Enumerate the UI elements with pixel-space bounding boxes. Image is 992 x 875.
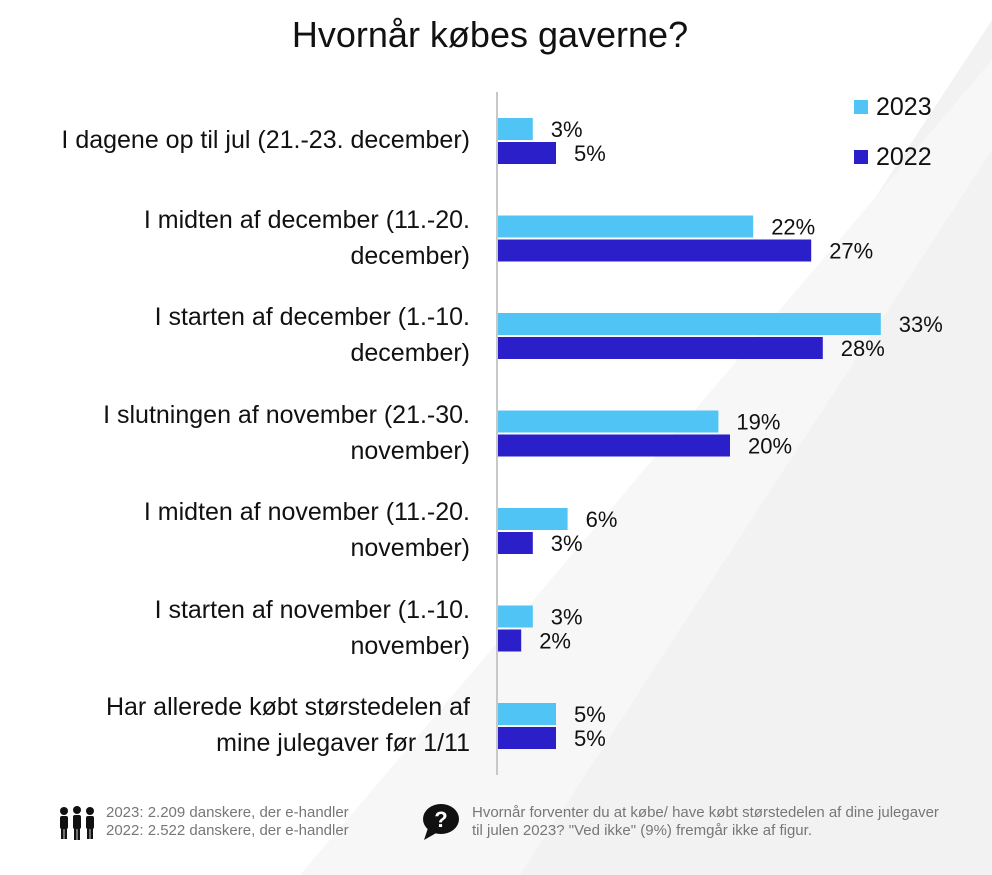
data-label-2023-1: 3% bbox=[550, 117, 583, 142]
legend-swatch-2022 bbox=[854, 150, 868, 164]
data-label-2022-3: 28% bbox=[840, 336, 885, 361]
bar-2023-4 bbox=[498, 411, 718, 433]
people-icon bbox=[58, 806, 96, 840]
data-label-2023-4: 19% bbox=[736, 409, 781, 435]
category-label-line: december) bbox=[350, 241, 470, 270]
bar-2022-4 bbox=[498, 435, 730, 457]
svg-text:?: ? bbox=[434, 807, 448, 832]
category-label-line: november) bbox=[350, 534, 470, 562]
bar-2022-2 bbox=[498, 240, 811, 262]
data-label-2022-6: 2% bbox=[539, 628, 571, 654]
category-label-line: I midten af november (11.-20. bbox=[143, 498, 470, 526]
chart-title: Hvornår købes gaverne? bbox=[291, 14, 689, 55]
legend-item-2023 bbox=[854, 92, 932, 122]
data-label-2023-7: 5% bbox=[574, 702, 606, 727]
legend-label-2023: 2023 bbox=[876, 92, 932, 121]
bar-2023-1 bbox=[498, 118, 533, 140]
bar-2022-3 bbox=[498, 337, 823, 359]
bar-2023-2 bbox=[498, 216, 753, 238]
category-label-line: I starten af december (1.-10. bbox=[154, 303, 470, 331]
bar-2023-7 bbox=[498, 703, 556, 725]
category-label-line: Har allerede købt størstedelen af bbox=[105, 693, 470, 721]
category-label-line: I slutningen af november (21.-30. bbox=[103, 400, 470, 429]
bar-2022-6 bbox=[498, 630, 521, 652]
data-label-2022-2: 27% bbox=[829, 238, 874, 264]
data-label-2022-1: 5% bbox=[574, 141, 606, 166]
category-label-line: I midten af december (11.-20. bbox=[143, 205, 470, 234]
category-label-line: I starten af november (1.-10. bbox=[154, 595, 470, 624]
bar-2022-1 bbox=[498, 142, 556, 164]
legend-swatch-2023 bbox=[854, 100, 868, 114]
bar-2023-5 bbox=[498, 508, 568, 530]
data-label-2022-7: 5% bbox=[574, 726, 606, 751]
speech-bubble-question-icon bbox=[420, 802, 462, 842]
data-label-2022-5: 3% bbox=[550, 531, 583, 556]
category-label-line: november) bbox=[350, 436, 470, 465]
legend-item-2022 bbox=[854, 142, 932, 172]
data-label-2023-5: 6% bbox=[585, 507, 618, 532]
bar-2022-7 bbox=[498, 727, 556, 749]
data-label-2023-3: 33% bbox=[898, 312, 943, 337]
sample-size-2022: 2022: 2.522 danskere, der e-handler bbox=[106, 822, 349, 839]
bar-2023-6 bbox=[498, 606, 533, 628]
survey-question-note: Hvornår forventer du at købe/ have købt størstedelen af dine julegaver til julen 2023? "Ved ikke" (9%) fremgår ikke af figur. bbox=[472, 804, 939, 839]
data-label-2023-6: 3% bbox=[550, 604, 583, 630]
sample-size-2023: 2023: 2.209 danskere, der e-handler bbox=[106, 804, 349, 821]
data-label-2022-4: 20% bbox=[748, 433, 793, 459]
legend-label-2022: 2022 bbox=[876, 142, 932, 171]
category-label-line: mine julegaver før 1/11 bbox=[216, 729, 470, 757]
category-label-line: november) bbox=[350, 631, 470, 660]
category-label-line: I dagene op til jul (21.-23. december) bbox=[61, 126, 470, 154]
data-label-2023-2: 22% bbox=[771, 214, 816, 240]
bar-2022-5 bbox=[498, 532, 533, 554]
bar-2023-3 bbox=[498, 313, 881, 335]
category-label-line: december) bbox=[350, 339, 470, 367]
